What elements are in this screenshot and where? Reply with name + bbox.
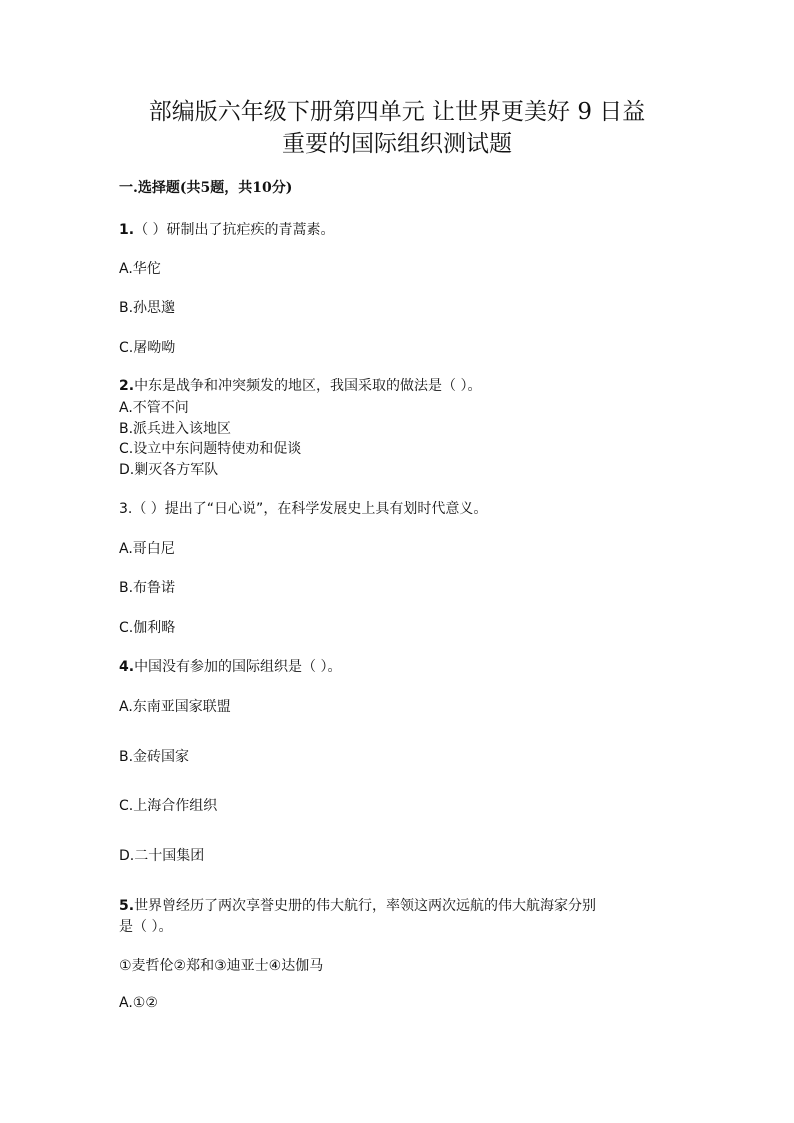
section-heading: 一.选择题(共5题，共10分) (119, 180, 293, 196)
q3-option-c: C.伽利略 (119, 620, 176, 636)
question-1 (119, 219, 335, 239)
q4-option-d: D.二十国集团 (119, 848, 205, 864)
question-text: 中东是战争和冲突频发的地区，我国采取的做法是（ ）。 (134, 378, 482, 394)
question-number: 5. (119, 898, 135, 914)
q1-option-c: C.屠呦呦 (119, 340, 176, 356)
q3-option-a: A.哥白尼 (119, 541, 175, 557)
question-5 (119, 895, 596, 915)
page-title-line-2: 重要的国际组织测试题 (282, 131, 512, 157)
question-text: （ ）提出了“日心说”，在科学发展史上具有划时代意义。 (132, 501, 488, 517)
question-5-text-line-2: 是（ ）。 (119, 919, 173, 935)
question-number: 4. (119, 659, 135, 675)
q4-option-c: C.上海合作组织 (119, 798, 218, 814)
question-3 (119, 498, 487, 518)
question-number: 1. (119, 222, 135, 238)
question-5-choices: ①麦哲伦②郑和③迪亚士④达伽马 (119, 958, 324, 974)
q4-option-b: B.金砖国家 (119, 749, 190, 765)
question-text: 中国没有参加的国际组织是（ ）。 (134, 659, 342, 675)
question-text: （ ）研制出了抗疟疾的青蒿素。 (134, 222, 335, 238)
question-number: 3. (119, 501, 133, 517)
q2-option-d: D.剿灭各方军队 (119, 462, 219, 478)
page-title-line-1: 部编版六年级下册第四单元 让世界更美好 9 日益 (148, 99, 646, 125)
question-number: 2. (119, 378, 135, 394)
q5-option-a: A.①② (119, 995, 158, 1011)
q1-option-a: A.华佗 (119, 261, 161, 277)
q3-option-b: B.布鲁诺 (119, 580, 176, 596)
q1-option-b: B.孙思邈 (119, 300, 176, 316)
question-text-line-1: 世界曾经历了两次享誉史册的伟大航行，率领这两次远航的伟大航海家分别 (134, 898, 597, 914)
q2-option-c: C.设立中东问题特使劝和促谈 (119, 441, 302, 457)
q2-option-a: A.不管不问 (119, 400, 189, 416)
question-2 (119, 375, 482, 395)
q2-option-b: B.派兵进入该地区 (119, 421, 232, 437)
q4-option-a: A.东南亚国家联盟 (119, 699, 231, 715)
question-4 (119, 656, 342, 676)
